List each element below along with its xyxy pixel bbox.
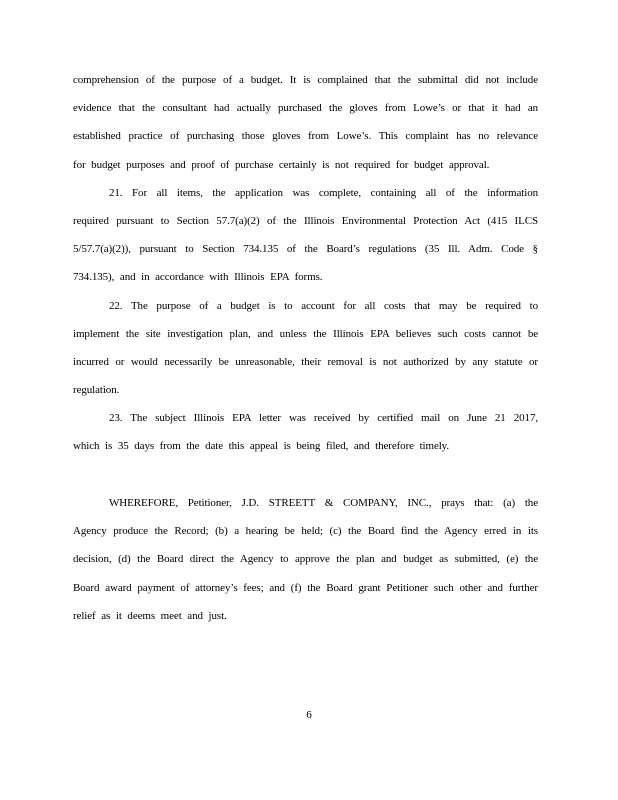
paragraph-line: established practice of purchasing those gloves from Lowe’s. This complaint has no relevance [73, 130, 538, 143]
body-text-upper [73, 66, 538, 461]
paragraph-line: Board award payment of attorney’s fees; and (f) the Board grant Petitioner such other and further [73, 581, 538, 594]
paragraph-line: for budget purposes and proof of purchase certainly is not required for budget approval. [73, 158, 490, 171]
paragraph-line: relief as it deems meet and just. [73, 609, 227, 622]
page-number: 6 [306, 709, 312, 721]
paragraph-line: 21. For all items, the application was complete, containing all of the information [109, 186, 538, 199]
paragraph-line: 22. The purpose of a budget is to account for all costs that may be required to [109, 299, 538, 312]
paragraph-21 [73, 179, 538, 292]
body-text-wherefore [73, 489, 538, 630]
paragraph-23 [73, 404, 538, 460]
paragraph-line: decision, (d) the Board direct the Agency to approve the plan and budget as submitted, (e) the [73, 553, 538, 566]
paragraph-line: required pursuant to Section 57.7(a)(2) of the Illinois Environmental Protection Act (415 ILCS [73, 214, 538, 227]
paragraph-line: comprehension of the purpose of a budget. It is complained that the submittal did not include [73, 74, 538, 86]
paragraph-line: Agency produce the Record; (b) a hearing be held; (c) the Board find the Agency erred in its [73, 525, 538, 538]
paragraph-22 [73, 292, 538, 405]
paragraph-line: incurred or would necessarily be unreasonable, their removal is not authorized by any statute or [73, 355, 538, 368]
paragraph-wherefore [73, 489, 538, 630]
paragraph-line: evidence that the consultant had actually purchased the gloves from Lowe’s or that it had an [73, 102, 538, 115]
paragraph-line: WHEREFORE, Petitioner, J.D. STREETT & COMPANY, INC., prays that: (a) the [109, 497, 538, 509]
paragraph-line: which is 35 days from the date this appeal is being filed, and therefore timely. [73, 440, 450, 453]
paragraph-line: 734.135), and in accordance with Illinois EPA forms. [73, 271, 323, 284]
paragraph-line: 5/57.7(a)(2)), pursuant to Section 734.135 of the Board’s regulations (35 Ill. Adm. Code § [73, 243, 538, 256]
paragraph-intro [73, 66, 538, 179]
paragraph-line: implement the site investigation plan, and unless the Illinois EPA believes such costs cannot be [73, 327, 538, 340]
paragraph-line: regulation. [73, 384, 120, 397]
paragraph-line: 23. The subject Illinois EPA letter was received by certified mail on June 21 2017, [109, 412, 538, 425]
